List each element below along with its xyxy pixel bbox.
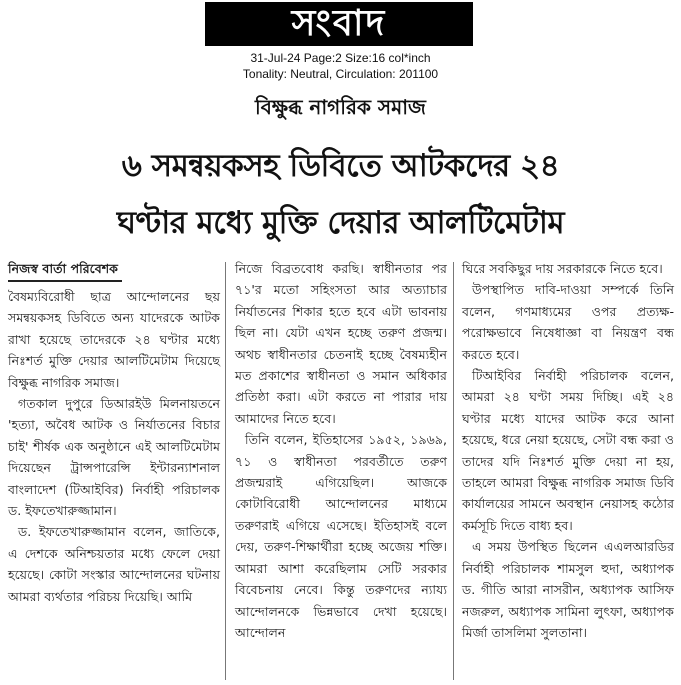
paragraph: গতকাল দুপুরে ডিআরইউ মিলনায়তনে 'হত্যা, অবৈধ আটক ও নির্যাতনের বিচার চাই' শীর্ষক এক অনুষ্ঠানে এই আলটিমেটাম দিয়েছেন ট্রান্সপারেন্সি ইন্টারন্যাশনাল বাংলাদেশ (টিআইবির) নির্বাহী পরিচালক ড. ইফতেখারুজ্জামান।	[8, 396, 220, 519]
article-column-3	[462, 258, 674, 643]
paragraph: ঘিরে সবকিছুর দায় সরকারকে নিতে হবে।	[462, 261, 663, 276]
masthead	[0, 0, 681, 52]
paragraph: এ সময় উপস্থিত ছিলেন এএলআরডির নির্বাহী পরিচালক শামসুল হুদা, অধ্যাপক ড. গীতি আরা নাসরীন, অধ্যাপক আসিফ নজরুল, অধ্যাপক সামিনা লুৎফা, অধ্যাপক মির্জা তাসলিমা সুলতানা।	[462, 539, 674, 640]
newspaper-name: সংবাদ	[291, 3, 387, 44]
paragraph: ড. ইফতেখারুজ্জামান বলেন, জাতিকে, এ দেশকে অনিশ্চয়তার মধ্যে ফেলে দেয়া হয়েছে। কোটা সংস্কার আন্দোলনের ঘটনায় আমরা ব্যর্থতার পরিচয় দিয়েছি। আমি	[8, 524, 220, 604]
byline: নিজস্ব বার্তা পরিবেশক	[8, 258, 122, 282]
paragraph: নিজে বিব্রতবোধ করছি। স্বাধীনতার পর ৭১'র মতো সহিংসতা আর অত্যাচার নির্যাতনের শিকার হতে হবে এটা ভাবনায় ছিল না। যেটা এখন হচ্ছে তরুণ প্রজন্ম। অথচ স্বাধীনতার চেতনাই হচ্ছে বৈষম্যহীন মত প্রকাশের স্বাধীনতা ও সমান অধিকার প্রতিষ্ঠা করা। এটা করতে না পারার দায় আমাদের নিতে হবে।	[235, 261, 447, 426]
paragraph: বৈষম্যবিরোধী ছাত্র আন্দোলনের ছয় সমন্বয়কসহ ডিবিতে অন্য যাদেরকে আটক রাখা হয়েছে তাদেরকে ২৪ ঘণ্টার মধ্যে নিঃশর্ত মুক্তি দেয়ার আলটিমেটাম দিয়েছে বিক্ষুব্ধ নাগরিক সমাজ।	[8, 289, 220, 390]
clipping-info-date-page: 31-Jul-24 Page:2 Size:16 col*inch	[250, 51, 431, 65]
article-column-1	[8, 258, 220, 607]
paragraph: তিনি বলেন, ইতিহাসের ১৯৫২, ১৯৬৯, ৭১ ও স্বাধীনতা পরবর্তীতে তরুণ প্রজন্মরাই এগিয়েছিল। আজকে কোটাবিরোধী আন্দোলনের মাধ্যমে তরুণরাই এগিয়ে এসেছে। ইতিহাসই বলে দেয়, তরুণ-শিক্ষার্থীরা হচ্ছে অজেয় শক্তি। আমরা আশা করেছিলাম সেটি সরকার বিবেচনায় নেবে। কিন্তু তরুণদের ন্যায্য আন্দোলনকে ভিন্নভাবে দেখা হয়েছে। আন্দোলন	[235, 432, 447, 640]
article-column-2	[235, 258, 447, 643]
paragraph: টিআইবির নির্বাহী পরিচালক বলেন, আমরা ২৪ ঘণ্টা সময় দিচ্ছি। এই ২৪ ঘণ্টার মধ্যে যাদের আটক করে আনা হয়েছে, ধরে নেয়া হয়েছে, সেটা বন্ধ করা ও তাদের যদি নিঃশর্ত মুক্তি দেয়া না হয়, তাহলে আমরা বিক্ষুব্ধ নাগরিক সমাজ ডিবি কার্যালয়ের সামনে অবস্থান নেয়াসহ কঠোর কর্মসূচি দিতে বাধ্য হব।	[462, 368, 674, 533]
article-kicker: বিক্ষুব্ধ নাগরিক সমাজ	[255, 95, 426, 119]
article-body	[0, 258, 681, 685]
clipping-info-tonality: Tonality: Neutral, Circulation: 201100	[242, 67, 439, 81]
headline-line-2: ঘণ্টার মধ্যে মুক্তি দেয়ার আলটিমেটাম	[116, 205, 565, 241]
paragraph: উপস্থাপিত দাবি-দাওয়া সম্পর্কে তিনি বলেন, গণমাধ্যমের ওপর প্রত্যক্ষ-পরোক্ষভাবে নিষেধাজ্ঞা বা নিয়ন্ত্রণ বন্ধ করতে হবে।	[462, 282, 674, 362]
headline-line-1: ৬ সমন্বয়কসহ ডিবিতে আটকদের ২৪	[121, 148, 560, 184]
